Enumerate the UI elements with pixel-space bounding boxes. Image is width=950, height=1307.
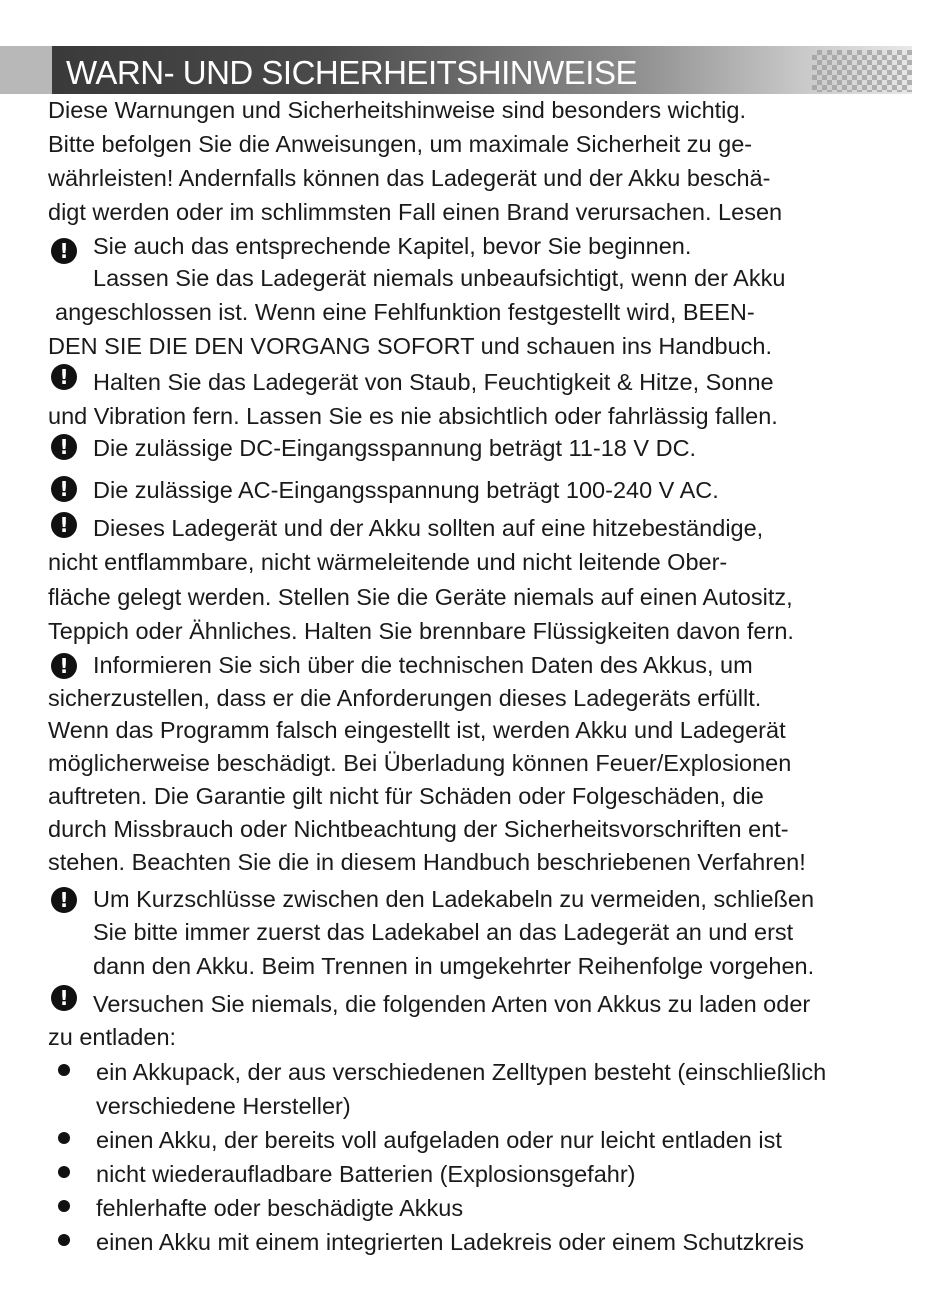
checkered-pattern xyxy=(812,50,912,92)
text-line: währleisten! Andernfalls können das Ladegerät und der Akku beschä- xyxy=(48,165,771,191)
text-line: zu entladen: xyxy=(48,1024,177,1050)
text-line: möglicherweise beschädigt. Bei Überladung können Feuer/Explosionen xyxy=(48,750,792,776)
warning-icon: ! xyxy=(51,476,77,502)
text-line: Dieses Ladegerät und der Akku sollten auf eine hitzebeständige, xyxy=(93,515,764,541)
bullet-icon xyxy=(58,1166,70,1178)
bullet-icon xyxy=(58,1234,70,1246)
text-line: Um Kurzschlüsse zwischen den Ladekabeln zu vermeiden, schließen xyxy=(93,886,815,912)
list-item: nicht wiederaufladbare Batterien (Explosionsgefahr) xyxy=(96,1161,636,1187)
text-line: Halten Sie das Ladegerät von Staub, Feuchtigkeit & Hitze, Sonne xyxy=(93,369,774,395)
list-item: ein Akkupack, der aus verschiedenen Zelltypen besteht (einschließlich xyxy=(96,1059,827,1085)
text-line: digt werden oder im schlimmsten Fall einen Brand verursachen. Lesen xyxy=(48,199,783,225)
text-line: Die zulässige AC-Eingangsspannung beträgt 100-240 V AC. xyxy=(93,477,719,503)
text-line: durch Missbrauch oder Nichtbeachtung der Sicherheitsvorschriften ent- xyxy=(48,816,789,842)
list-item: einen Akku, der bereits voll aufgeladen oder nur leicht entladen ist xyxy=(96,1127,782,1153)
text-line: DEN SIE DIE DEN VORGANG SOFORT und schauen ins Handbuch. xyxy=(48,333,773,359)
bullet-icon xyxy=(58,1064,70,1076)
text-line: dann den Akku. Beim Trennen in umgekehrter Reihenfolge vorgehen. xyxy=(93,953,815,979)
text-line: Diese Warnungen und Sicherheitshinweise sind besonders wichtig. xyxy=(48,97,746,123)
warning-icon: ! xyxy=(51,653,77,679)
warning-icon: ! xyxy=(51,434,77,460)
warning-icon: ! xyxy=(51,985,77,1011)
text-line: Informieren Sie sich über die technischen Daten des Akkus, um xyxy=(93,652,753,678)
text-line: fläche gelegt werden. Stellen Sie die Geräte niemals auf einen Autositz, xyxy=(48,584,793,610)
section-header xyxy=(0,46,912,94)
text-line: auftreten. Die Garantie gilt nicht für Schäden oder Folgeschäden, die xyxy=(48,783,764,809)
warning-icon: ! xyxy=(51,238,77,264)
text-line: Die zulässige DC-Eingangsspannung beträgt 11-18 V DC. xyxy=(93,435,697,461)
text-line: nicht entflammbare, nicht wärmeleitende und nicht leitende Ober- xyxy=(48,549,728,575)
text-line: Wenn das Programm falsch eingestellt ist, werden Akku und Ladegerät xyxy=(48,717,786,743)
list-item: einen Akku mit einem integrierten Ladekreis oder einem Schutzkreis xyxy=(96,1229,804,1255)
warning-icon: ! xyxy=(51,512,77,538)
text-line: stehen. Beachten Sie die in diesem Handbuch beschriebenen Verfahren! xyxy=(48,849,806,875)
bullet-icon xyxy=(58,1200,70,1212)
list-item: fehlerhafte oder beschädigte Akkus xyxy=(96,1195,464,1221)
text-line: Sie bitte immer zuerst das Ladekabel an das Ladegerät an und erst xyxy=(93,919,794,945)
text-line: und Vibration fern. Lassen Sie es nie absichtlich oder fahrlässig fallen. xyxy=(48,403,778,429)
text-line: Versuchen Sie niemals, die folgenden Arten von Akkus zu laden oder xyxy=(93,991,811,1017)
list-item-continuation: verschiedene Hersteller) xyxy=(96,1093,351,1119)
text-line: Bitte befolgen Sie die Anweisungen, um maximale Sicherheit zu ge- xyxy=(48,131,753,157)
bullet-icon xyxy=(58,1132,70,1144)
text-line: Lassen Sie das Ladegerät niemals unbeaufsichtigt, wenn der Akku xyxy=(93,265,786,291)
text-line: Sie auch das entsprechende Kapitel, bevor Sie beginnen. xyxy=(93,233,692,259)
text-line: sicherzustellen, dass er die Anforderungen dieses Ladegeräts erfüllt. xyxy=(48,685,762,711)
section-title: WARN- UND SICHERHEITSHINWEISE xyxy=(66,54,637,91)
text-line: Teppich oder Ähnliches. Halten Sie brennbare Flüssigkeiten davon fern. xyxy=(48,618,794,644)
warning-icon: ! xyxy=(51,887,77,913)
warning-icon: ! xyxy=(51,364,77,390)
text-line: angeschlossen ist. Wenn eine Fehlfunktion festgestellt wird, BEEN- xyxy=(55,299,755,325)
